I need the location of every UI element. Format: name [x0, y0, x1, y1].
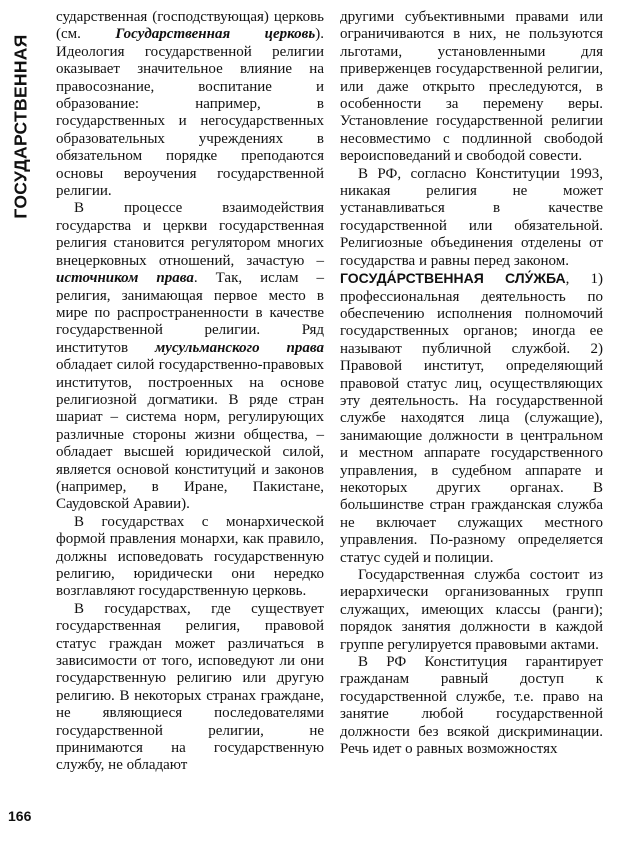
- left-p1-text-b: ). Идеология государственной религии оказывает значительное влияние на правосознание, воспитание и образование: например, в государственных и негосударственных образовательных учреждениях в обязательном порядке преподаются основы вероучения государственной религии.: [56, 26, 324, 200]
- running-header: [4, 8, 38, 244]
- dictionary-entry-civil-service: [340, 270, 603, 567]
- entry-definition: , 1) профессиональная деятельность по обеспечению исполнения полномочий государственных органов; иногда ее называют публичной службой. 2) Правовой институт, определяющий правовой статус лиц, осуществляющих эту деятельность. На государственной службе находятся лица (служащие), занимающие должности в центральном и местном аппарате государственного управления, в судебном аппарате и некоторых других органах. В большинстве стран гражданская служба не включает служащих местного управления. По-разному определяется статус судей и полиции.: [340, 271, 603, 566]
- right-paragraph-5: В РФ Конституция гарантирует гражданам равный доступ к государственной службе, т.е. право на занятие любой государственной должности без всякой дискриминации. Речь идет о равных возможностях: [340, 654, 603, 758]
- right-paragraph-2: В РФ, согласно Конституции 1993, никакая религия не может устанавливаться в качестве государственной или обязательной. Религиозные объединения отделены от государства и равны перед законом.: [340, 165, 603, 269]
- right-paragraph-1: другими субъективными правами или ограничиваются в них, не пользуются льготами, установленными для приверженцев государственной религии, или даже открыто преследуются, в особенности за перемену веры. Установление государственной религии несовместимо с подлинной свободой вероисповеданий и свободой совести.: [340, 9, 603, 165]
- cross-reference-source-of-law: источником права: [56, 270, 194, 287]
- left-paragraph-1: [56, 9, 324, 200]
- left-paragraph-3: В государствах с монархической формой правления монархи, как правило, должны исповедовать государственную религию, юридически они нередко возглавляют государственную церковь.: [56, 513, 324, 600]
- right-column: [340, 9, 603, 758]
- right-paragraph-4: Государственная служба состоит из иерархически организованных групп служащих, имеющих классы (ранги); порядок занятия должности в каждой группе регулируется правовыми актами.: [340, 567, 603, 653]
- page-number: 166: [8, 808, 32, 824]
- left-paragraph-4: В государствах, где существует государственная религия, правовой статус граждан может различаться в зависимости от того, исповедуют ли они государственную религию или другую религию. В некоторых странах граждане, не являющиеся последователями государственной религии, не принимаются на государственную службу, не обладают: [56, 600, 324, 774]
- left-column: [56, 9, 324, 775]
- entry-headword: ГОСУДА́РСТВЕННАЯ СЛУ́ЖБА: [340, 270, 566, 287]
- cross-reference-state-church: Государственная церковь: [115, 26, 316, 43]
- left-p2-text-a: В процессе взаимодействия государства и церкви государственная религия становится регулятором многих внецерковных отношений, зачастую –: [56, 200, 324, 269]
- left-paragraph-2: [56, 200, 324, 513]
- cross-reference-muslim-law: мусульманского права: [155, 339, 324, 356]
- left-p1-text-a: сударственная (господствующая) церковь (см.: [56, 9, 324, 43]
- left-p2-text-b: . Так, ислам – религия, занимающая первое место в мире по распространенности в качестве государственной религии. Ряд институтов: [56, 270, 324, 356]
- running-header-text: ГОСУДАРСТВЕННАЯ: [10, 33, 31, 219]
- left-p2-text-c: обладает силой государственно-правовых институтов, построенных на основе религиозной догматики. В ряде стран шариат – система норм, регулирующих различные стороны жизни общества, – обладает высшей юридической силой, является основой конституций и законов (например, в Иране, Пакистане, Саудовской Аравии).: [56, 357, 324, 513]
